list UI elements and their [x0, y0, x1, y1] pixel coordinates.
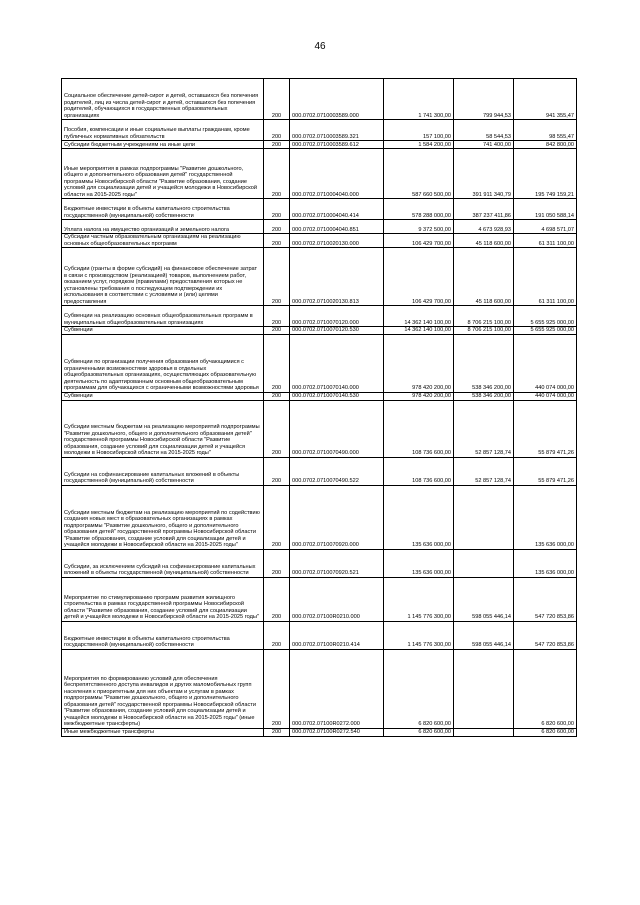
row-code-cell: 200 — [264, 234, 290, 248]
row-remaining-amount-cell: 6 820 600,00 — [514, 728, 577, 736]
table-row — [62, 400, 577, 457]
row-classification-cell: 000.0702.0710070120.000 — [290, 306, 384, 327]
row-classification-cell: 000.0702.07100R0272.540 — [290, 728, 384, 736]
row-classification-cell: 000.0702.0710070140.000 — [290, 334, 384, 392]
row-name-cell: Уплата налога на имущество организаций и земельного налога — [62, 220, 264, 234]
table-row — [62, 220, 577, 234]
row-approved-amount-cell: 108 736 600,00 — [384, 457, 454, 485]
row-approved-amount-cell: 157 100,00 — [384, 120, 454, 141]
row-approved-amount-cell: 578 288 000,00 — [384, 199, 454, 220]
row-executed-amount-cell: 45 118 600,00 — [454, 248, 514, 306]
row-executed-amount-cell — [454, 649, 514, 728]
row-classification-cell: 000.0702.0710020130.813 — [290, 248, 384, 306]
row-name-cell: Бюджетные инвестиции в объекты капитального строительства государственной (муниципальной) собственности — [62, 199, 264, 220]
row-name-cell: Субсидии бюджетным учреждениям на иные цели — [62, 141, 264, 149]
table-row — [62, 306, 577, 327]
row-code-cell: 200 — [264, 549, 290, 577]
row-executed-amount-cell: 391 911 340,79 — [454, 149, 514, 199]
row-executed-amount-cell: 45 118 600,00 — [454, 234, 514, 248]
row-code-cell: 200 — [264, 649, 290, 728]
table-row — [62, 327, 577, 335]
row-name-cell: Субсидии (гранты в форме субсидий) на финансовое обеспечение затрат в связи с производством (реализацией) товаров, выполнением работ, оказанием услуг, порядком (правилами) предоставления которых не установлены требования о последующем подтверждении их использования в соответствии с условиями и (или) целями предоставления — [62, 248, 264, 306]
row-name-cell: Субсидии, за исключением субсидий на софинансирование капитальных вложений в объекты государственной (муниципальной) собственности — [62, 549, 264, 577]
row-code-cell: 200 — [264, 621, 290, 649]
row-classification-cell: 000.0702.0710004040.000 — [290, 149, 384, 199]
row-code-cell: 200 — [264, 392, 290, 400]
row-code-cell: 200 — [264, 248, 290, 306]
row-code-cell: 200 — [264, 327, 290, 335]
row-classification-cell: 000.0702.07100R0272.000 — [290, 649, 384, 728]
row-classification-cell: 000.0702.07100R0210.000 — [290, 577, 384, 621]
row-remaining-amount-cell: 191 050 588,14 — [514, 199, 577, 220]
row-remaining-amount-cell: 135 636 000,00 — [514, 485, 577, 549]
row-remaining-amount-cell: 842 800,00 — [514, 141, 577, 149]
table-row — [62, 234, 577, 248]
row-approved-amount-cell: 135 636 000,00 — [384, 549, 454, 577]
table-row — [62, 120, 577, 141]
row-name-cell: Иные межбюджетные трансферты — [62, 728, 264, 736]
row-code-cell: 200 — [264, 457, 290, 485]
row-executed-amount-cell: 387 237 411,86 — [454, 199, 514, 220]
table-row — [62, 728, 577, 736]
row-executed-amount-cell: 538 346 200,00 — [454, 392, 514, 400]
row-approved-amount-cell: 106 429 700,00 — [384, 248, 454, 306]
row-executed-amount-cell: 52 857 128,74 — [454, 457, 514, 485]
row-name-cell: Субсидии частным образовательным организациям на реализацию основных общеобразовательных программ — [62, 234, 264, 248]
row-name-cell: Социальное обеспечение детей-сирот и детей, оставшихся без попечения родителей, лиц из числа детей-сирот и детей, оставшихся без попечения родителей, обучающихся в государственных образовательных организациях — [62, 79, 264, 120]
row-code-cell: 200 — [264, 149, 290, 199]
row-approved-amount-cell: 14 362 140 100,00 — [384, 327, 454, 335]
row-executed-amount-cell: 52 857 128,74 — [454, 400, 514, 457]
row-remaining-amount-cell: 5 655 925 000,00 — [514, 306, 577, 327]
row-approved-amount-cell: 978 420 200,00 — [384, 334, 454, 392]
row-code-cell: 200 — [264, 120, 290, 141]
row-code-cell: 200 — [264, 220, 290, 234]
row-approved-amount-cell: 1 584 200,00 — [384, 141, 454, 149]
row-approved-amount-cell: 1 741 300,00 — [384, 79, 454, 120]
row-classification-cell: 000.0702.0710004040.851 — [290, 220, 384, 234]
row-approved-amount-cell: 14 362 140 100,00 — [384, 306, 454, 327]
row-remaining-amount-cell: 941 355,47 — [514, 79, 577, 120]
table-row — [62, 334, 577, 392]
row-name-cell: Субсидии на софинансирование капитальных вложений в объекты государственной (муниципальной) собственности — [62, 457, 264, 485]
table-row — [62, 649, 577, 728]
row-name-cell: Субвенции — [62, 327, 264, 335]
row-approved-amount-cell: 1 145 776 300,00 — [384, 577, 454, 621]
row-remaining-amount-cell: 135 636 000,00 — [514, 549, 577, 577]
row-remaining-amount-cell: 55 879 471,26 — [514, 400, 577, 457]
table-row — [62, 199, 577, 220]
row-approved-amount-cell: 135 636 000,00 — [384, 485, 454, 549]
table-row — [62, 485, 577, 549]
row-remaining-amount-cell: 440 074 000,00 — [514, 392, 577, 400]
row-approved-amount-cell: 9 372 500,00 — [384, 220, 454, 234]
row-code-cell: 200 — [264, 485, 290, 549]
budget-table-body — [62, 79, 577, 737]
row-executed-amount-cell: 598 055 446,14 — [454, 621, 514, 649]
row-executed-amount-cell: 741 400,00 — [454, 141, 514, 149]
row-approved-amount-cell: 978 420 200,00 — [384, 392, 454, 400]
table-row — [62, 392, 577, 400]
row-executed-amount-cell — [454, 549, 514, 577]
row-name-cell: Субвенции на реализацию основных общеобразовательных программ в муниципальных общеобразовательных организациях — [62, 306, 264, 327]
row-approved-amount-cell: 1 145 776 300,00 — [384, 621, 454, 649]
table-row — [62, 248, 577, 306]
row-executed-amount-cell — [454, 485, 514, 549]
row-name-cell: Иные мероприятия в рамках подпрограммы "Развитие дошкольного, общего и дополнительного образования детей" государственной программы Новосибирской области "Развитие образования, создание условий для социализации детей и учащейся молодежи в Новосибирской области на 2015-2025 годы" — [62, 149, 264, 199]
row-code-cell: 200 — [264, 306, 290, 327]
row-code-cell: 200 — [264, 728, 290, 736]
row-remaining-amount-cell: 547 720 853,86 — [514, 621, 577, 649]
row-approved-amount-cell: 108 736 600,00 — [384, 400, 454, 457]
row-executed-amount-cell: 538 346 200,00 — [454, 334, 514, 392]
row-classification-cell: 000.0702.0710070120.530 — [290, 327, 384, 335]
row-remaining-amount-cell: 5 655 925 000,00 — [514, 327, 577, 335]
table-row — [62, 457, 577, 485]
row-remaining-amount-cell: 547 720 853,86 — [514, 577, 577, 621]
row-approved-amount-cell: 587 660 500,00 — [384, 149, 454, 199]
row-classification-cell: 000.0702.0710070490.000 — [290, 400, 384, 457]
row-classification-cell: 000.0702.0710004040.414 — [290, 199, 384, 220]
row-approved-amount-cell: 6 820 600,00 — [384, 649, 454, 728]
row-classification-cell: 000.0702.0710070140.530 — [290, 392, 384, 400]
row-executed-amount-cell: 58 544,53 — [454, 120, 514, 141]
row-classification-cell: 000.0702.0710070490.522 — [290, 457, 384, 485]
table-row — [62, 621, 577, 649]
row-code-cell: 200 — [264, 141, 290, 149]
row-classification-cell: 000.0702.0710070920.521 — [290, 549, 384, 577]
row-code-cell: 200 — [264, 199, 290, 220]
row-classification-cell: 000.0702.07100R0210.414 — [290, 621, 384, 649]
row-name-cell: Мероприятия по формированию условий для обеспечения беспрепятственного доступа инвалидов и других маломобильных групп населения к приоритетным для них объектам и услугам в рамках подпрограммы "Развитие дошкольного, общего и дополнительного образования детей" государственной программы Новосибирской области "Развитие образования, создание условий для социализации детей и учащейся молодежи в Новосибирской области на 2015-2025 годы" (иные межбюджетные трансферты) — [62, 649, 264, 728]
row-remaining-amount-cell: 195 749 159,21 — [514, 149, 577, 199]
row-executed-amount-cell: 4 673 928,93 — [454, 220, 514, 234]
row-executed-amount-cell: 8 706 215 100,00 — [454, 327, 514, 335]
row-name-cell: Субсидии местным бюджетам на реализацию мероприятий подпрограммы "Развитие дошкольного, общего и дополнительного образования детей" государственной программы Новосибирской области "Развитие образования, создание условий для социализации детей и учащейся молодежи в Новосибирской области на 2015-2025 годы" — [62, 400, 264, 457]
row-approved-amount-cell: 6 820 600,00 — [384, 728, 454, 736]
row-remaining-amount-cell: 61 311 100,00 — [514, 234, 577, 248]
row-name-cell: Бюджетные инвестиции в объекты капитального строительства государственной (муниципальной) собственности — [62, 621, 264, 649]
table-row — [62, 79, 577, 120]
row-approved-amount-cell: 106 429 700,00 — [384, 234, 454, 248]
row-classification-cell: 000.0702.0710003589.321 — [290, 120, 384, 141]
row-executed-amount-cell: 598 055 446,14 — [454, 577, 514, 621]
row-code-cell: 200 — [264, 577, 290, 621]
row-classification-cell: 000.0702.0710070920.000 — [290, 485, 384, 549]
row-executed-amount-cell: 8 706 215 100,00 — [454, 306, 514, 327]
table-row — [62, 577, 577, 621]
row-remaining-amount-cell: 61 311 100,00 — [514, 248, 577, 306]
row-name-cell: Мероприятие по стимулированию программ развития жилищного строительства в рамках государственной программы Новосибирской области "Развитие образования, создание условий для социализации детей и учащейся молодежи в Новосибирской области на 2015-2025 годы" — [62, 577, 264, 621]
row-classification-cell: 000.0702.0710003589.612 — [290, 141, 384, 149]
row-name-cell: Субсидии местным бюджетам на реализацию мероприятий по содействию создания новых мест в образовательных организациях в рамках подпрограммы "Развитие дошкольного, общего и дополнительного образования детей" государственной программы Новосибирской области "Развитие образования, создание условий для социализации детей и учащейся молодежи в Новосибирской области на 2015-2025 годы" — [62, 485, 264, 549]
row-code-cell: 200 — [264, 400, 290, 457]
table-row — [62, 149, 577, 199]
row-remaining-amount-cell: 6 820 600,00 — [514, 649, 577, 728]
row-remaining-amount-cell: 55 879 471,26 — [514, 457, 577, 485]
table-row — [62, 141, 577, 149]
row-name-cell: Субвенции по организации получения образования обучающимися с ограниченными возможностями здоровья в отдельных общеобразовательных организациях, осуществляющих образовательную деятельность по адаптированным основным общеобразовательным программам для обучающихся с ограниченными возможностями здоровья — [62, 334, 264, 392]
table-row — [62, 549, 577, 577]
row-code-cell: 200 — [264, 79, 290, 120]
row-classification-cell: 000.0702.0710020130.000 — [290, 234, 384, 248]
row-remaining-amount-cell: 98 555,47 — [514, 120, 577, 141]
row-classification-cell: 000.0702.0710003589.000 — [290, 79, 384, 120]
row-remaining-amount-cell: 440 074 000,00 — [514, 334, 577, 392]
row-name-cell: Субвенции — [62, 392, 264, 400]
row-name-cell: Пособия, компенсации и иные социальные выплаты гражданам, кроме публичных нормативных обязательств — [62, 120, 264, 141]
row-executed-amount-cell: 799 944,53 — [454, 79, 514, 120]
budget-table — [61, 78, 577, 737]
page-number: 46 — [314, 41, 326, 52]
row-code-cell: 200 — [264, 334, 290, 392]
row-remaining-amount-cell: 4 698 571,07 — [514, 220, 577, 234]
row-executed-amount-cell — [454, 728, 514, 736]
